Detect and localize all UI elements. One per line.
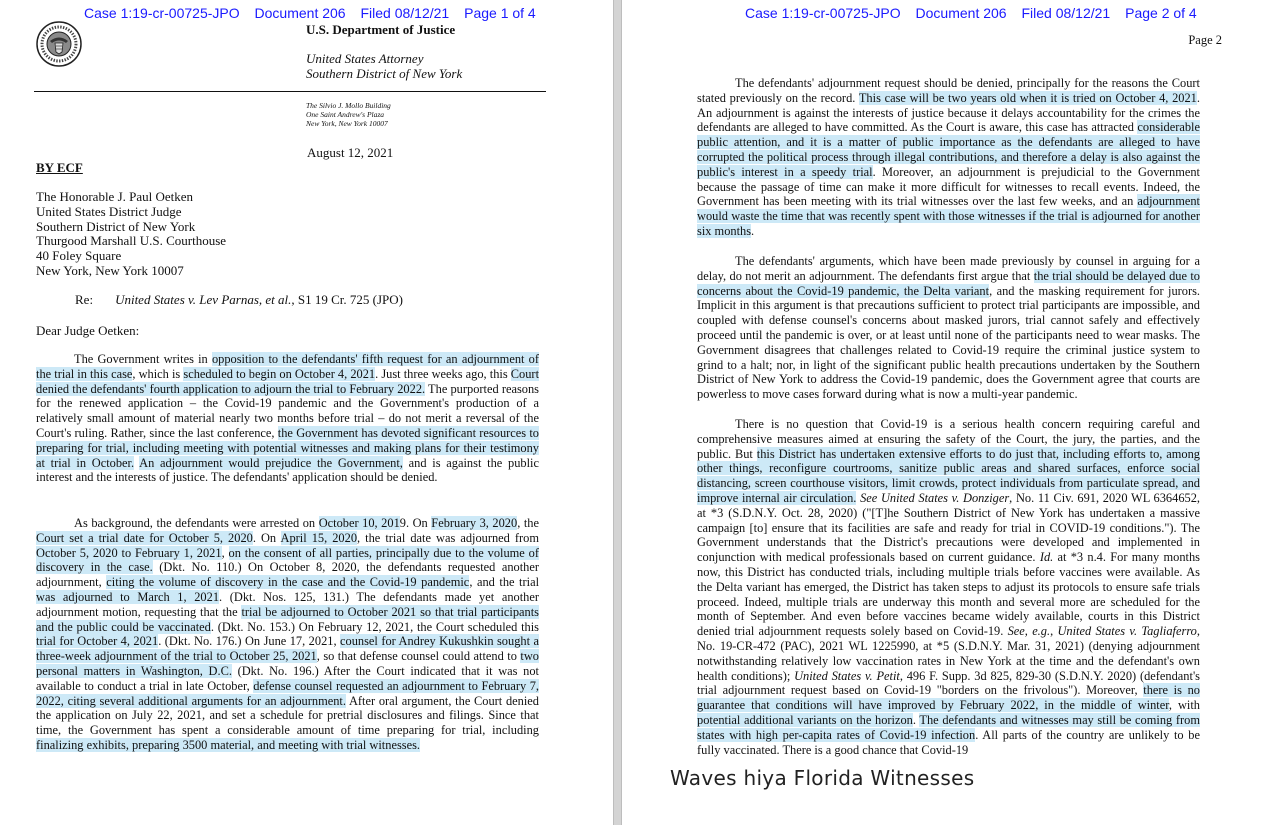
addressee-line: 40 Foley Square <box>36 248 122 264</box>
highlighted-text: potential additional variants on the horizon <box>697 712 913 727</box>
page-gutter <box>613 0 622 825</box>
highlighted-text: Court denied the defendants' fourth application to adjourn the trial to February 2022. <box>36 366 540 396</box>
re-case-number: , S1 19 Cr. 725 (JPO) <box>291 292 403 307</box>
paragraph-indent <box>697 76 735 90</box>
highlighted-text: opposition to the defendants' fifth request for an adjournment of the trial in this case <box>36 352 539 381</box>
paragraph-text: After oral argument, the Court denied the application on July 22, 2021, and set a schedule for pretrial disclosures and filings. Since that time, the Government has spent a considerable amount of time preparing for trial, including <box>36 693 539 738</box>
stamp-document-number: Document 206 <box>915 5 1007 21</box>
paragraph-text: at *3 n.4. For many months now, this District has conducted trials, including multiple trials before vaccines were available. As the Delta variant has emerged, the District has taken steps to adjust its protocols to ensure safe trials proceed. Indeed, multiple trials are underway this month and several more are scheduled for the month of September. And even before vaccines became widely available, courts in this District denied trial adjournment requests solely based on Covid-19. <box>697 550 1201 639</box>
paragraph-text: . Moreover, an adjournment is prejudicial to the Government because the passage of time can make it more difficult for witnesses to recall events. Indeed, the Government has been meeting with its trial witnesses over the last few weeks, and an <box>697 164 1200 209</box>
paragraph-text: See, e.g. <box>1007 624 1051 639</box>
paragraph-text: , No. 11 Civ. 691, 2020 WL 6364652, at *3 (S.D.N.Y. Oct. 28, 2020) ("[T]he Southern District of New York has undertaken a massive campaign [to] ensure that its facilities are safe and ready for trial in COVID-19 conditions."). The Government understands that the District's precautions were developed and implemented in conjunction with medical professionals based on current guidance. <box>697 490 1200 565</box>
highlighted-text: there is no guarantee that conditions will have improved by February 2022, in the middle of winter <box>697 683 1200 713</box>
paragraph-text: and is against the public interest and the interests of justice. The defendants' application should be denied. <box>36 455 539 485</box>
paragraph-text: . (Dkt. Nos. 125, 131.) The defendants made yet another adjournment motion, requesting that the <box>36 589 539 619</box>
paragraph-text: , <box>221 545 229 560</box>
paragraph-text: See United States v. Donziger <box>860 490 1010 505</box>
highlighted-text: February 3, 2020 <box>431 516 518 530</box>
highlighted-text: The defendants and witnesses may still be coming from states with high per-capita rates of Covid-19 infection <box>697 712 1200 742</box>
paragraph-text: . (Dkt. No. 176.) On June 17, 2021, <box>158 634 341 649</box>
stamp-page-count: Page 1 of 4 <box>464 5 536 21</box>
delivery-method: BY ECF <box>36 160 83 175</box>
body-paragraph <box>697 76 1200 239</box>
letter-date: August 12, 2021 <box>307 145 394 160</box>
body-paragraph <box>36 352 539 485</box>
paragraph-text: The Government writes in <box>74 352 212 366</box>
highlighted-text: adjournment would waste the time that was recently spent with those witnesses if the trial is adjourned for another six months <box>697 194 1200 238</box>
paragraph-text: , the <box>517 516 539 530</box>
caption-text: Waves hiya Florida Witnesses <box>670 766 975 790</box>
body-paragraph <box>697 417 1200 757</box>
paragraph-text: The defendants' arguments, which have been made previously by counsel in arguing for a delay, do not merit an adjournment. The defendants first argue that <box>697 254 1200 283</box>
highlighted-text: October 10, 201 <box>318 516 400 530</box>
letterhead-divider <box>34 91 546 92</box>
addressee-block <box>36 190 226 279</box>
highlighted-text: trial for October 4, 2021 <box>36 634 159 649</box>
paragraph-text: There is no question that Covid-19 is a serious health concern requiring careful and comprehensive measures aimed at ensuring the safety of the Court, the jury, the parties, and the public. But <box>697 417 1200 461</box>
highlighted-text: finalizing exhibits, preparing 3500 material, and meeting with trial witnesses. <box>36 737 421 752</box>
stamp-document-number: Document 206 <box>254 5 346 21</box>
office-name <box>306 51 462 81</box>
address-line-3: New York, New York 10007 <box>306 119 388 129</box>
highlighted-text: citing the volume of discovery in the case and the Covid-19 pandemic <box>106 575 470 590</box>
highlighted-text: October 5, 2020 to February 1, 2021 <box>36 545 222 560</box>
stamp-page-count: Page 2 of 4 <box>1125 5 1197 21</box>
highlighted-text: An adjournment would prejudice the Government, <box>139 455 403 470</box>
paragraph-text: , the trial date was adjourned from <box>357 530 539 545</box>
paragraph-text: The defendants' adjournment request should be denied, principally for the reasons the Court stated previously on the record. <box>697 76 1200 105</box>
highlighted-text: scheduled to begin on October 4, 2021 <box>183 366 376 381</box>
addressee-line: Thurgood Marshall U.S. Courthouse <box>36 233 227 249</box>
body-paragraph <box>697 254 1200 402</box>
addressee-line: The Honorable J. Paul Oetken <box>36 189 194 204</box>
paragraph-text: . On <box>252 530 281 545</box>
address-line-2: One Saint Andrew's Plaza <box>306 110 385 120</box>
addressee-line: Southern District of New York <box>36 218 196 234</box>
stamp-filed-date: Filed 08/12/21 <box>360 5 450 21</box>
paragraph-text: , with <box>1168 698 1200 713</box>
paragraph-text: United States v. Tagliaferro <box>1057 624 1197 639</box>
stamp-filed-date: Filed 08/12/21 <box>1021 5 1111 21</box>
re-line <box>75 292 403 308</box>
office-line-2: Southern District of New York <box>306 66 463 81</box>
address-line-1: The Silvio J. Mollo Building <box>306 101 391 110</box>
paragraph-text: , No. 19-CR-472 (PAC), 2021 WL 1225990, at *5 (S.D.N.Y. Mar. 31, 2021) (denying adjournment notwithstanding relatively low vaccination rates in New York at the time and the defendant's own health conditions); <box>697 624 1200 683</box>
salutation: Dear Judge Oetken: <box>36 323 140 338</box>
paragraph-indent <box>697 417 735 431</box>
doj-seal-icon <box>36 21 82 67</box>
ecf-header-stamp <box>84 5 547 21</box>
paragraph-text: (Dkt. No. 110.) On October 8, 2020, the defendants requested another adjournment, <box>36 560 539 590</box>
paragraph-text: . (Dkt. No. 153.) On February 12, 2021, the Court scheduled this <box>210 619 539 634</box>
paragraph-text: . An adjournment is against the interests of justice because it delays accountability for the crimes the defendants are alleged to have committed. As the Court is aware, this case has attracted <box>697 90 1200 135</box>
highlighted-text: was adjourned to March 1, 2021 <box>36 589 220 604</box>
highlighted-text: This case will be two years old when it is tried on October 4, 2021 <box>858 90 1197 105</box>
paragraph-text: , 496 F. Supp. 3d 825, 829-30 (S.D.N.Y. 2020) (defendant's trial adjournment request based on Covid-19 "borders on the frivolous"). Moreover, <box>697 668 1201 698</box>
paragraph-text: The purported reasons for the renewed application – the Covid-19 pandemic and the Government's production of a relatively small amount of material nearly two months before trial – do not merit a reversal of the Court's ruling. Rather, since the last conference, <box>36 381 539 440</box>
highlighted-text: counsel for Andrey Kukushkin sought a three-week adjournment of the trial to October 25, 2021 <box>36 634 539 664</box>
body-paragraph <box>36 516 539 753</box>
page-label: Page 2 <box>1188 33 1222 47</box>
highlighted-text: considerable public attention, and it is a matter of public importance as the defendants are alleged to have corrupted the political process through illegal contributions, and therefore a delay is also against the public's interest in a speedy trial <box>697 120 1200 179</box>
highlighted-text: Court set a trial date for October 5, 2020 <box>36 530 253 545</box>
paragraph-indent <box>36 516 74 530</box>
stamp-case-number: Case 1:19-cr-00725-JPO <box>84 5 240 21</box>
highlighted-text: the Government has devoted significant resources to preparing for trial, including meeting with potential witnesses and making plans for their testimony at trial in October. <box>36 425 540 470</box>
highlighted-text: trial be adjourned to October 2021 so that trial participants and the public could be vaccinated <box>36 604 539 634</box>
document-page-2 <box>622 0 1280 825</box>
paragraph-text: , and the trial <box>469 575 540 590</box>
addressee-line: New York, New York 10007 <box>36 262 184 278</box>
department-name: U.S. Department of Justice <box>306 22 456 37</box>
re-case-name: United States v. Lev Parnas, et al. <box>115 292 292 307</box>
paragraph-text: , so that defense counsel could attend to <box>316 649 521 664</box>
paragraph-text: . All parts of the country are unlikely to be fully vaccinated. There is a good chance that Covid-19 <box>697 727 1201 757</box>
highlighted-text: April 15, 2020 <box>280 530 358 545</box>
paragraph-text: , <box>1050 624 1058 639</box>
highlighted-text: defense counsel requested an adjournment to February 7, 2022, citing several additional arguments for an adjournment. <box>36 678 539 708</box>
ecf-header-stamp <box>745 5 1208 21</box>
re-label: Re: <box>75 292 94 307</box>
office-line-1: United States Attorney <box>306 51 424 66</box>
office-address <box>306 101 391 129</box>
highlighted-text: this District has undertaken extensive efforts to do just that, including efforts to, among other things, reconfigure courtrooms, sanitize public areas and shared surfaces, enforce social distancing, screen courthouse visitors, limit crowds, protect individuals from particulate spread, and improve internal air circulation. <box>697 446 1200 505</box>
paragraph-text: (Dkt. No. 196.) After the Court indicated that it was not available to conduct a trial in late October, <box>36 663 539 693</box>
paragraph-text: . Just three weeks ago, this <box>375 366 511 381</box>
paragraph-indent <box>36 352 74 366</box>
paragraph-text: . <box>912 712 920 727</box>
highlighted-text: two personal matters in Washington, D.C. <box>36 649 539 678</box>
paragraph-indent <box>697 254 735 268</box>
stamp-case-number: Case 1:19-cr-00725-JPO <box>745 5 901 21</box>
document-page-1 <box>0 0 613 825</box>
paragraph-text: 9. On <box>399 516 432 530</box>
paragraph-text: Id. <box>1039 550 1054 565</box>
paragraph-text: United States v. Petit <box>794 668 900 683</box>
paragraph-text: . <box>751 223 755 238</box>
highlighted-text: the trial should be delayed due to concerns about the Covid-19 pandemic, the Delta variant <box>697 268 1200 298</box>
paragraph-text: As background, the defendants were arrested on <box>74 516 319 530</box>
addressee-line: United States District Judge <box>36 203 182 219</box>
highlighted-text: on the consent of all parties, principally due to the volume of discovery in the case. <box>36 545 539 575</box>
paragraph-text: , and the masking requirement for jurors. Implicit in this argument is that precautions sufficient to protect trial participants are impossible, and coupled with defense counsel's concerns about masked jurors, trial cannot safely and effectively proceed until the pandemic is over, or at least until none of the participants need to wear masks. The Government disagrees that challenges related to Covid-19 require the criminal justice system to grind to a halt; nor, in light of the significant public health precautions undertaken by the Southern District of New York to address the Covid-19 pandemic, does the Government agree that courts are powerless to move cases forward during what is now a multi-year pandemic. <box>697 283 1201 402</box>
paragraph-text: , which is <box>132 366 184 381</box>
